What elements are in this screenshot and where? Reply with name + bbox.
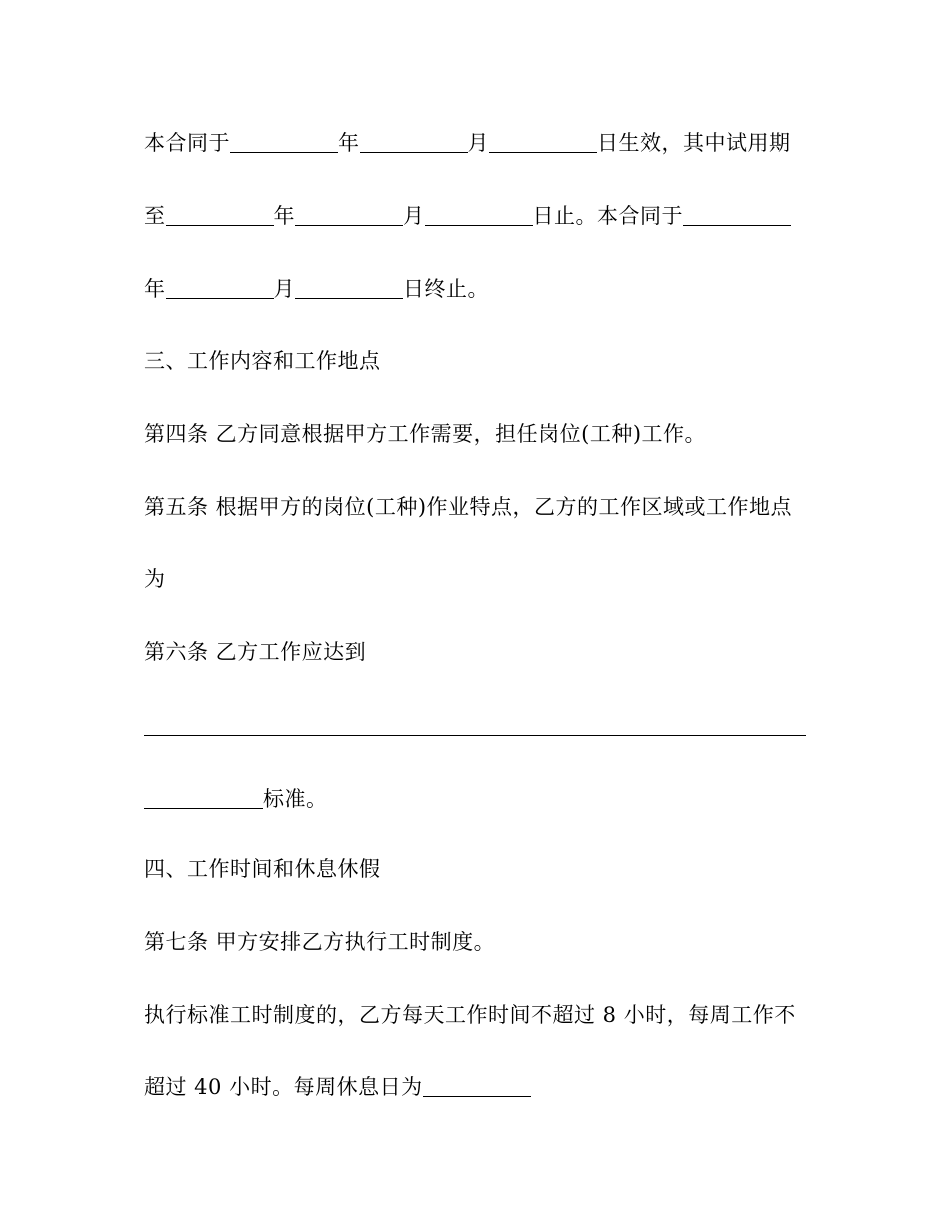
blank-field bbox=[489, 132, 597, 153]
standard-hours-text: 执行标准工时制度的，乙方每天工作时间不超过 8 小时，每周工作不 bbox=[144, 1003, 796, 1027]
blank-line-full bbox=[144, 735, 806, 736]
blank-field bbox=[425, 205, 533, 226]
blank-field bbox=[144, 788, 263, 809]
article-5-continued: 为 bbox=[144, 567, 166, 591]
text: 标准。 bbox=[263, 787, 328, 811]
text: 年 bbox=[144, 277, 166, 301]
text: 月 bbox=[403, 204, 425, 228]
blank-field bbox=[166, 278, 274, 299]
blank-field bbox=[230, 132, 338, 153]
article-4: 第四条 乙方同意根据甲方工作需要，担任岗位(工种)工作。 bbox=[144, 422, 707, 446]
text: 日止。本合同于 bbox=[532, 204, 683, 228]
effective-date-line bbox=[144, 129, 791, 157]
probation-end-line bbox=[144, 202, 791, 230]
blank-field bbox=[360, 132, 468, 153]
text: 日终止。 bbox=[403, 277, 489, 301]
text: 至 bbox=[144, 204, 166, 228]
termination-date-line bbox=[144, 275, 489, 303]
article-6: 第六条 乙方工作应达到 bbox=[144, 640, 367, 664]
blank-field bbox=[423, 1076, 531, 1097]
section-heading: 四、工作时间和休息休假 bbox=[144, 857, 381, 881]
text: 年 bbox=[338, 131, 360, 155]
article-6-end-line bbox=[144, 785, 328, 813]
text: 超过 40 小时。每周休息日为 bbox=[144, 1075, 423, 1099]
text: 年 bbox=[273, 204, 295, 228]
blank-field bbox=[295, 205, 403, 226]
text: 本合同于 bbox=[144, 131, 230, 155]
text: 日生效，其中试用期 bbox=[597, 131, 791, 155]
weekly-rest-line bbox=[144, 1073, 531, 1101]
blank-field bbox=[166, 205, 274, 226]
section-heading: 三、工作内容和工作地点 bbox=[144, 349, 381, 373]
blank-field bbox=[295, 278, 403, 299]
article-7: 第七条 甲方安排乙方执行工时制度。 bbox=[144, 930, 496, 954]
article-5: 第五条 根据甲方的岗位(工种)作业特点，乙方的工作区域或工作地点 bbox=[144, 495, 793, 519]
text: 月 bbox=[273, 277, 295, 301]
text: 月 bbox=[467, 131, 489, 155]
blank-field bbox=[683, 205, 791, 226]
